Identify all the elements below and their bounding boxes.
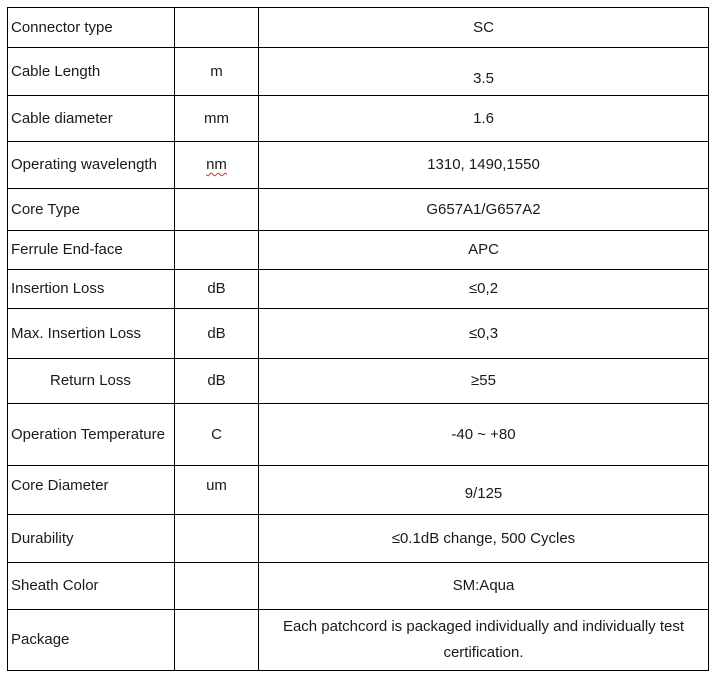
- row-unit: dB: [175, 270, 259, 309]
- row-unit: dB: [175, 359, 259, 404]
- row-param: Sheath Color: [8, 563, 175, 610]
- row-unit: dB: [175, 309, 259, 359]
- row-value: SC: [259, 8, 709, 48]
- row-param: Cable diameter: [8, 96, 175, 142]
- row-param: Operating wavelength: [8, 142, 175, 189]
- row-value: 3.5: [259, 48, 709, 96]
- row-param: Operation Temperature: [8, 404, 175, 466]
- row-value: ≥55: [259, 359, 709, 404]
- row-value: -40 ~ +80: [259, 404, 709, 466]
- row-value: Each patchcord is packaged individually and individually test certification.: [282, 618, 685, 661]
- table-row: [8, 270, 709, 309]
- row-value: G657A1/G657A2: [259, 189, 709, 231]
- table-row: [8, 515, 709, 563]
- row-unit: C: [175, 404, 259, 466]
- row-unit: [175, 8, 259, 48]
- row-unit: [175, 189, 259, 231]
- row-value: APC: [259, 231, 709, 270]
- spec-table: [7, 7, 709, 671]
- row-param: Ferrule End-face: [8, 231, 175, 270]
- row-param: Insertion Loss: [8, 270, 175, 309]
- table-row: [8, 189, 709, 231]
- row-unit: [175, 515, 259, 563]
- row-value: 9/125: [259, 466, 709, 515]
- table-row: [8, 359, 709, 404]
- row-param: Cable Length: [8, 48, 175, 96]
- row-unit: [175, 610, 259, 671]
- row-param: Max. Insertion Loss: [8, 309, 175, 359]
- row-unit: [175, 563, 259, 610]
- row-value: 1310, 1490,1550: [259, 142, 709, 189]
- row-unit: um: [175, 466, 259, 515]
- table-row: [8, 563, 709, 610]
- row-param: Core Type: [8, 189, 175, 231]
- row-value: SM:Aqua: [259, 563, 709, 610]
- table-row: [8, 466, 709, 515]
- row-value: ≤0,3: [259, 309, 709, 359]
- table-row: [8, 8, 709, 48]
- row-value: ≤0.1dB change, 500 Cycles: [259, 515, 709, 563]
- table-row: [8, 404, 709, 466]
- row-unit: mm: [175, 96, 259, 142]
- table-row: [8, 48, 709, 96]
- row-param: Core Diameter: [8, 466, 175, 515]
- row-value: 1.6: [259, 96, 709, 142]
- table-row: [8, 96, 709, 142]
- table-row: [8, 231, 709, 270]
- row-value: ≤0,2: [259, 270, 709, 309]
- row-unit: nm: [206, 156, 227, 173]
- row-unit: [175, 231, 259, 270]
- table-row: [8, 309, 709, 359]
- table-row: [8, 610, 709, 671]
- row-param: Package: [8, 610, 175, 671]
- row-param: Durability: [8, 515, 175, 563]
- row-param: Connector type: [8, 8, 175, 48]
- table-row: [8, 142, 709, 189]
- row-param: Return Loss: [8, 359, 175, 404]
- row-unit: m: [175, 48, 259, 96]
